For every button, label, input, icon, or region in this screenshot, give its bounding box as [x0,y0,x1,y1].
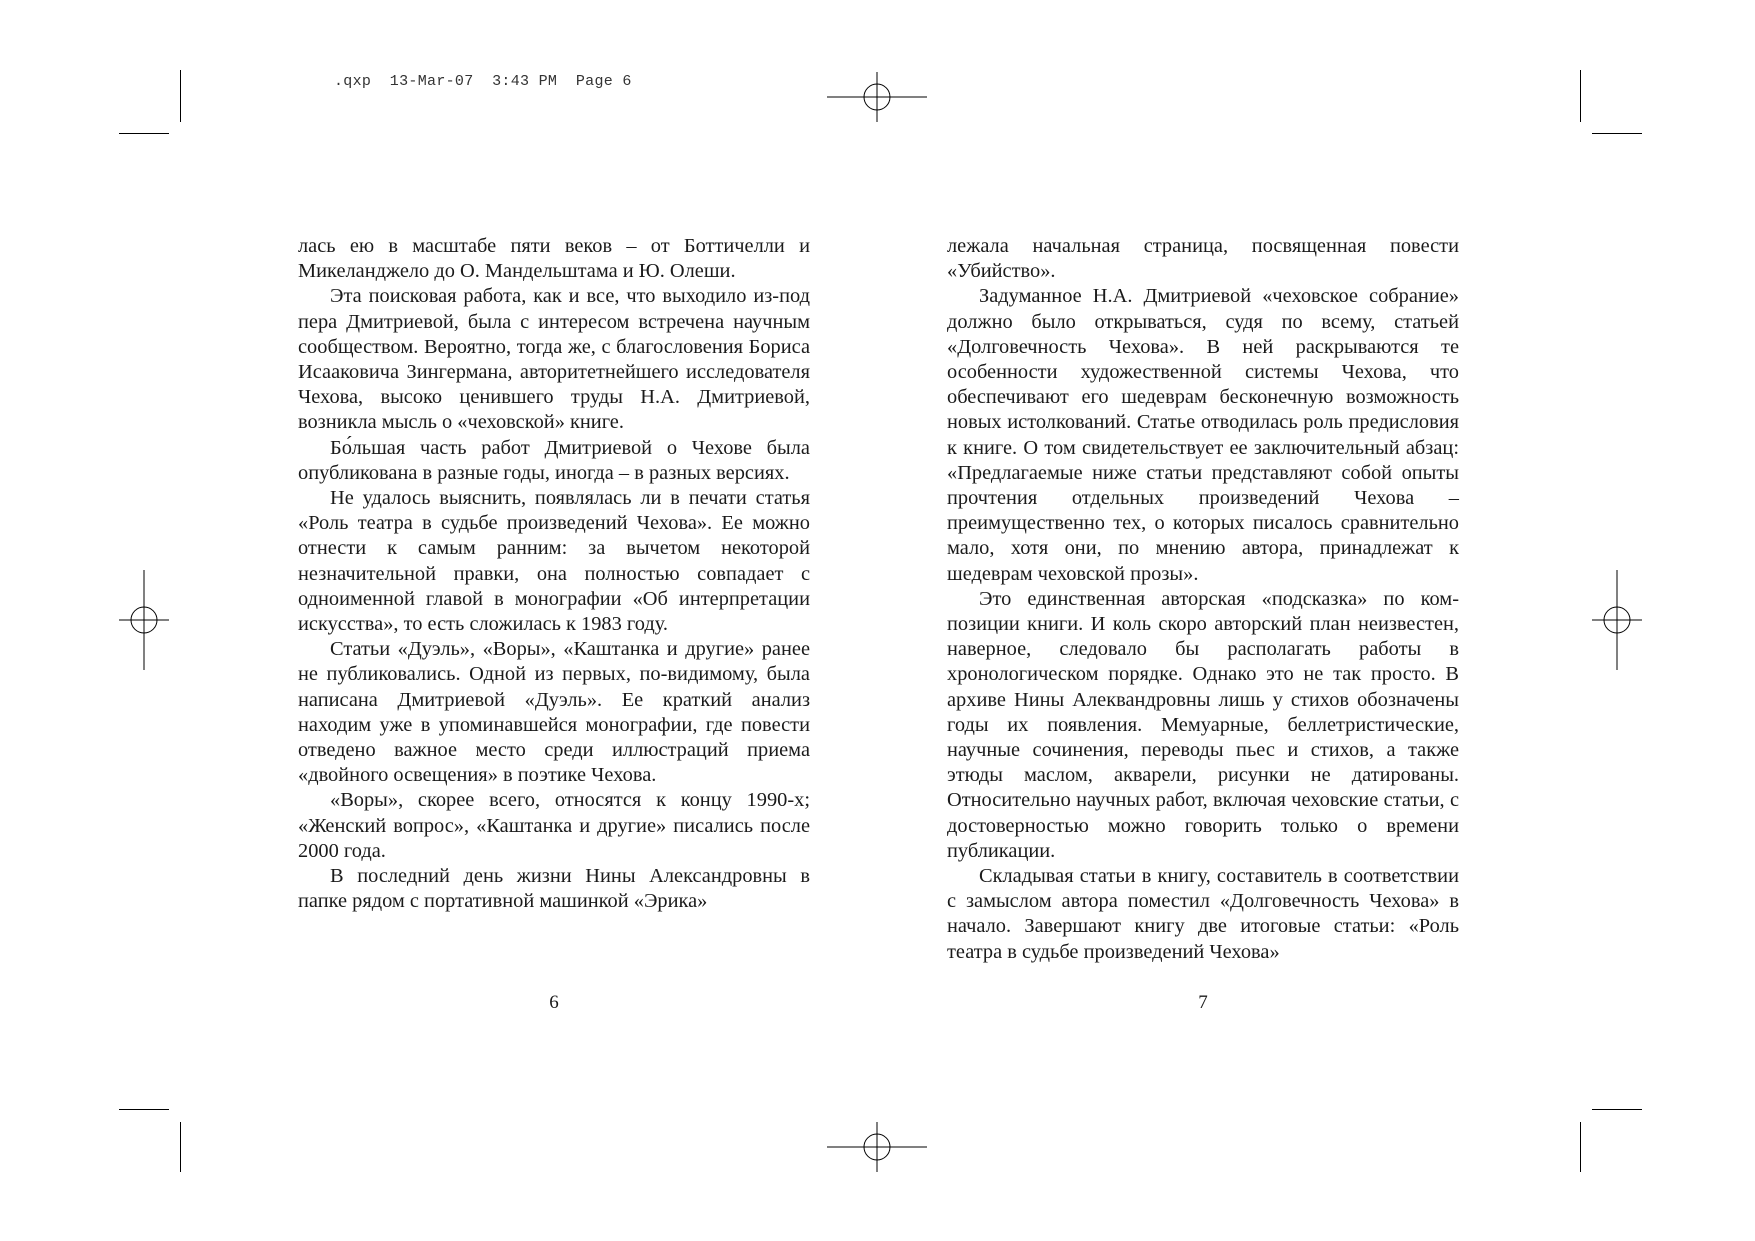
page-number-left: 6 [549,992,559,1013]
left-page-text [298,234,810,914]
paragraph: Эта поисковая работа, как и все, что выходило из-под пера Дмитриевой, была с интересом встречена научным сообществом. Вероятно, тогда же, с благословения Бориса Исааковича Зингермана, авторитетнейшего исследователя Чехова, высоко ценившего труды Н.А. Дмитриевой, возникла мысль о «чеховской» книге. [298,285,810,434]
registration-mark-left [119,570,169,670]
slug-line: .qxp 13-Mar-07 3:43 PM Page 6 [334,73,632,90]
crop-mark [119,133,169,134]
right-page-text [947,234,1459,965]
crop-mark [119,1109,169,1110]
crop-mark [1592,133,1642,134]
paragraph: Это единственная авторская «подсказка» по композиции книги. И коль скоро авторский план неизвестен, наверное, следовало бы располагать работы в хронологическом порядке. Однако это не так просто. В архиве Нины Алеквандровны лишь у стихов обозначены годы их появления. Мемуарные, беллетристические, научные сочинения, переводы пьес и стихов, а также этюды маслом, акварели, рисунки не датированы. Относительно научных работ, включая чеховские статьи, с достоверностью можно говорить только о времени публикации. [947,587,1459,862]
paragraph: Статьи «Дуэль», «Воры», «Каштанка и другие» ранее не публиковались. Одной из первых, по-видимому, была написана Дмитриевой «Дуэль». Ее краткий анализ находим уже в упоминавшейся монографии, где повести отведено важное место среди иллюстраций приема «двойного освещения» в поэтике Чехова. [298,638,810,787]
crop-mark [180,70,181,122]
crop-mark [1580,70,1581,122]
paragraph: Складывая статьи в книгу, составитель в соответствии с замыслом автора поместил «Долговечность Чехова» в начало. Завершают книгу две итоговые статьи: «Роль театра в судьбе произведений Чехова» [947,865,1459,963]
paragraph: «Воры», скорее всего, относятся к концу 1990-х; «Женский вопрос», «Каштанка и другие» писались после 2000 года. [298,789,810,862]
paragraph: Задуманное Н.А. Дмитриевой «чеховское собрание» должно было открываться, судя по всему, статьей «Долговечность Чехова». В ней раскрываются те особенности художественной системы Чехова, что обеспечивают его шедеврам бесконечную возможность новых истолкований. Статье отводилась роль предисловия к книге. О том свидетельствует ее заключительный абзац: «Предлагаемые ниже статьи представляют собой опыты прочтения отдельных произведений Чехова – преимущественно тех, о которых писалось сравнительно мало, хотя они, по мнению автора, принадлежат к шедеврам чеховской прозы». [947,285,1459,585]
registration-mark-right [1592,570,1642,670]
paragraph: лась ею в масштабе пяти веков – от Боттичелли и Микеланджело до О. Мандельштама и Ю. Олеши. [298,235,810,283]
paragraph: лежала начальная страница, посвященная повести «Убийство». [947,235,1459,283]
registration-mark-bottom [827,1122,927,1172]
crop-mark [180,1122,181,1172]
paragraph: Бо́льшая часть работ Дмитриевой о Чехове была опубликована в разные годы, иногда – в разных версиях. [298,436,810,484]
page-number-right: 7 [1198,992,1208,1013]
paragraph: В последний день жизни Нины Александровны в папке рядом с портативной машинкой «Эрика» [298,865,810,913]
registration-mark-top [827,72,927,122]
paragraph: Не удалось выяснить, появлялась ли в печати статья «Роль театра в судьбе произведений Чехова». Ее можно отнести к самым ранним: за вычетом некоторой незначительной правки, она полностью совпадает с одноименной главой в монографии «Об интерпретации искусства», то есть сложилась к 1983 году. [298,487,810,636]
crop-mark [1580,1122,1581,1172]
crop-mark [1592,1109,1642,1110]
